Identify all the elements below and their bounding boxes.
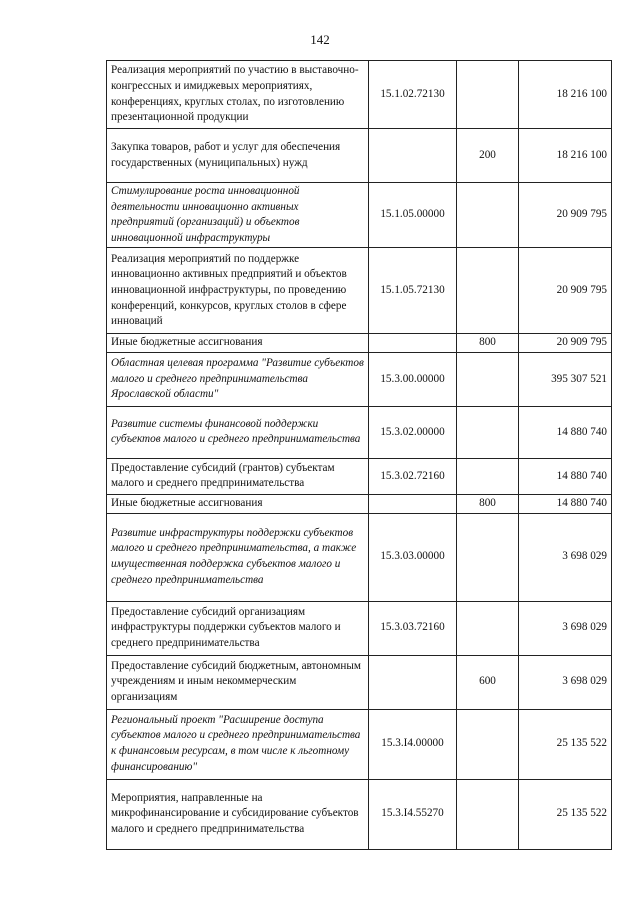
budget-table xyxy=(106,60,612,850)
row-name: Предоставление субсидий бюджетным, автономным учреждениям и иным некоммерческим организациям xyxy=(107,655,369,709)
page-number: 142 xyxy=(310,32,330,47)
row-code xyxy=(369,129,457,183)
table-row xyxy=(107,352,612,406)
row-vr xyxy=(457,248,519,334)
table-row xyxy=(107,601,612,655)
table-row xyxy=(107,61,612,129)
row-name: Стимулирование роста инновационной деятельности инновационно активных предприятий (организаций) и объектов инновационной инфраструктуры xyxy=(107,183,369,248)
row-name: Предоставление субсидий (грантов) субъектам малого и среднего предпринимательства xyxy=(107,458,369,494)
row-sum: 3 698 029 xyxy=(519,655,612,709)
row-code: 15.3.02.00000 xyxy=(369,406,457,458)
row-code: 15.1.02.72130 xyxy=(369,61,457,129)
table-row xyxy=(107,334,612,353)
row-vr: 800 xyxy=(457,334,519,353)
row-name: Мероприятия, направленные на микрофинансирование и субсидирование субъектов малого и среднего предпринимательства xyxy=(107,779,369,849)
row-code: 15.1.05.72130 xyxy=(369,248,457,334)
row-name: Реализация мероприятий по поддержке инновационно активных предприятий и объектов инновационной инфраструктуры, по проведению конференций, конкурсов, круглых столов в сфере инноваций xyxy=(107,248,369,334)
row-code: 15.3.02.72160 xyxy=(369,458,457,494)
row-vr xyxy=(457,779,519,849)
row-code: 15.3.03.00000 xyxy=(369,513,457,601)
row-sum: 18 216 100 xyxy=(519,61,612,129)
table-row xyxy=(107,248,612,334)
table-row xyxy=(107,709,612,779)
table-row xyxy=(107,513,612,601)
row-name: Закупка товаров, работ и услуг для обеспечения государственных (муниципальных) нужд xyxy=(107,129,369,183)
row-name: Реализация мероприятий по участию в выставочно-конгрессных и имиджевых мероприятиях, конференциях, круглых столах, по изготовлению презентационной продукции xyxy=(107,61,369,129)
row-sum: 20 909 795 xyxy=(519,248,612,334)
row-name: Предоставление субсидий организациям инфраструктуры поддержки субъектов малого и среднего предпринимательства xyxy=(107,601,369,655)
row-code xyxy=(369,494,457,513)
table-row xyxy=(107,779,612,849)
row-code: 15.3.03.72160 xyxy=(369,601,457,655)
row-sum: 14 880 740 xyxy=(519,494,612,513)
row-vr xyxy=(457,406,519,458)
row-code: 15.3.I4.55270 xyxy=(369,779,457,849)
row-sum: 395 307 521 xyxy=(519,352,612,406)
row-sum: 14 880 740 xyxy=(519,406,612,458)
row-name: Иные бюджетные ассигнования xyxy=(107,334,369,353)
row-code xyxy=(369,655,457,709)
row-name: Иные бюджетные ассигнования xyxy=(107,494,369,513)
row-sum: 25 135 522 xyxy=(519,779,612,849)
row-code xyxy=(369,334,457,353)
row-code: 15.3.00.00000 xyxy=(369,352,457,406)
row-vr xyxy=(457,709,519,779)
row-vr xyxy=(457,61,519,129)
row-sum: 3 698 029 xyxy=(519,513,612,601)
table-row xyxy=(107,655,612,709)
row-sum: 14 880 740 xyxy=(519,458,612,494)
table-row xyxy=(107,183,612,248)
table-row xyxy=(107,406,612,458)
row-sum: 18 216 100 xyxy=(519,129,612,183)
row-vr: 600 xyxy=(457,655,519,709)
row-code: 15.1.05.00000 xyxy=(369,183,457,248)
row-vr xyxy=(457,352,519,406)
row-name: Развитие системы финансовой поддержки субъектов малого и среднего предпринимательства xyxy=(107,406,369,458)
table-row xyxy=(107,494,612,513)
row-sum: 3 698 029 xyxy=(519,601,612,655)
row-sum: 20 909 795 xyxy=(519,183,612,248)
row-name: Областная целевая программа "Развитие субъектов малого и среднего предпринимательства Ярославской области" xyxy=(107,352,369,406)
row-vr xyxy=(457,183,519,248)
row-vr: 200 xyxy=(457,129,519,183)
row-code: 15.3.I4.00000 xyxy=(369,709,457,779)
row-vr xyxy=(457,513,519,601)
row-vr xyxy=(457,601,519,655)
row-vr xyxy=(457,458,519,494)
table-row xyxy=(107,458,612,494)
table-row xyxy=(107,129,612,183)
row-name: Развитие инфраструктуры поддержки субъектов малого и среднего предпринимательства, а также имущественная поддержка субъектов малого и среднего предпринимательства xyxy=(107,513,369,601)
row-name: Региональный проект "Расширение доступа субъектов малого и среднего предпринимательства к финансовым ресурсам, в том числе к льготному финансированию" xyxy=(107,709,369,779)
row-vr: 800 xyxy=(457,494,519,513)
row-sum: 25 135 522 xyxy=(519,709,612,779)
row-sum: 20 909 795 xyxy=(519,334,612,353)
